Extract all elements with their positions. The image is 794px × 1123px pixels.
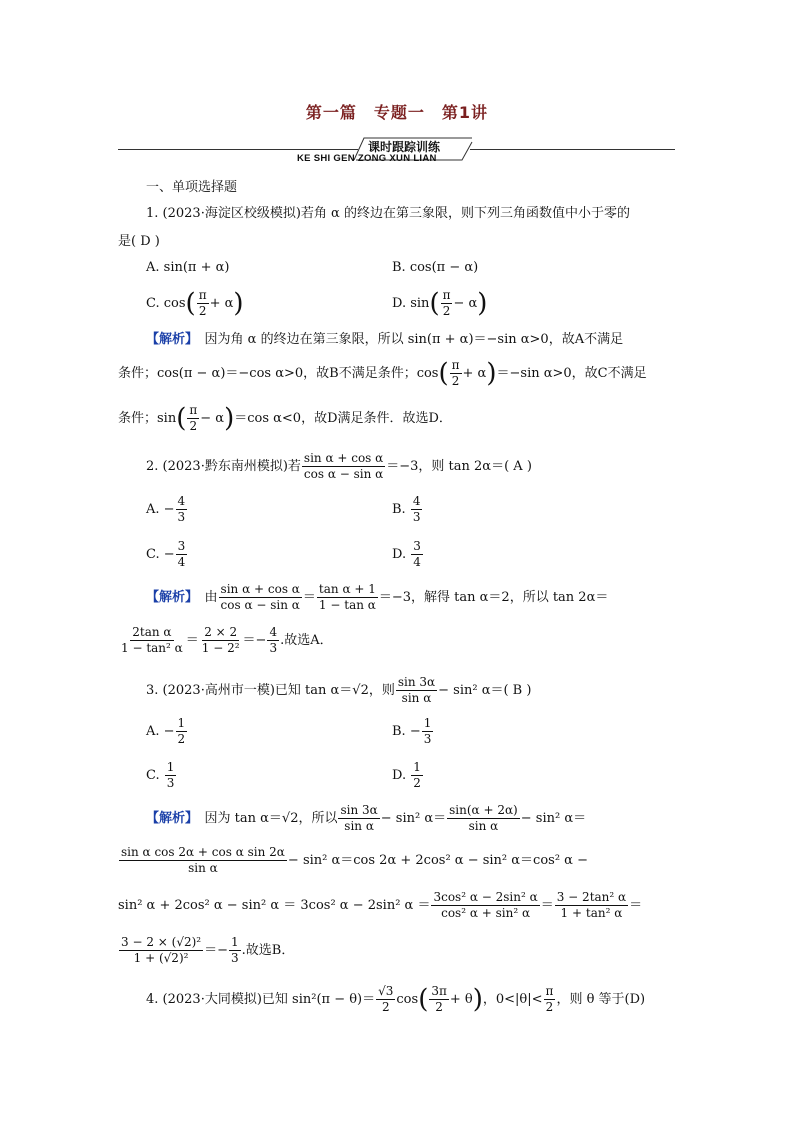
page-title: 第一篇 专题一 第1讲 bbox=[305, 103, 489, 122]
banner-subtitle: KE SHI GEN ZONG XUN LIAN bbox=[297, 153, 437, 164]
q1-solution-line2: 条件；cos(π − α)＝−cos α>0，故B不满足条件；cos( $\frac{\pi}{2}$ + α)＝−sin α>0，故C不满足 bbox=[118, 358, 647, 389]
q1-solution-line3: 条件；sin( $\frac{\pi}{2}$ − α)＝cos α<0，故D满足条件．故选D． bbox=[118, 403, 452, 434]
section-heading: 一、单项选择题 bbox=[146, 180, 238, 195]
q1-solution-line1: 【解析】 因为角 α 的终边在第三象限，所以 sin(π + α)＝−sin α>0，故A不满足 bbox=[146, 332, 624, 347]
q3-solution-line3: sin² α + 2cos² α − sin² α ＝ 3cos² α − 2sin² α ＝ $\frac{\text{3cos² α − 2sin² α}}{\text{cos² α + sin² α}}$ ＝ $\frac{\text{3 − 2tan² α}}{\text{1 + tan² α}}$ ＝ bbox=[118, 890, 643, 920]
banner-title: 课时跟踪训练 bbox=[368, 140, 441, 154]
q1-option-d: D. sin( $\frac{\pi}{2}$ − α) bbox=[392, 288, 488, 319]
banner-rule-left bbox=[118, 149, 358, 150]
q4-stem: 4. (2023·大同模拟)已知 sin²(π − θ)＝ $\frac{√3}{2}$ cos( $\frac{3\pi}{2}$ + θ)，0<|θ|< $\frac{\pi}{2}$ ，则 θ 等于(D) bbox=[146, 984, 646, 1015]
q3-option-a: A. − $\frac{1}{2}$ bbox=[146, 716, 186, 746]
q2-option-b: B. $\frac{4}{3}$ bbox=[392, 494, 421, 524]
q1-stem: 1. (2023·海淀区校级模拟)若角 α 的终边在第三象限，则下列三角函数值中小于零的 bbox=[146, 206, 630, 221]
q3-option-d: D. $\frac{1}{2}$ bbox=[392, 760, 421, 790]
q1-option-c: C. cos( $\frac{\pi}{2}$ + α) bbox=[146, 288, 244, 319]
q1-stem-cont: 是( D ) bbox=[118, 234, 160, 249]
q2-option-c: C. − $\frac{3}{4}$ bbox=[146, 539, 186, 569]
q3-solution-line4: $\frac{\text{3 − 2 × (√2)²}}{\text{1 + (√2)²}}$ ＝− $\frac{1}{3}$ .故选B． bbox=[121, 935, 295, 965]
q2-stem: 2. (2023·黔东南州模拟)若 $\frac{\text{sin α + cos α}}{\text{cos α − sin α}}$ ＝−3，则 tan 2α＝( A ) bbox=[146, 451, 532, 481]
q3-stem: 3. (2023·高州市一模)已知 tan α＝√2，则 $\frac{\sin 3\alpha}{\text{sin α}}$ − sin² α＝( B ) bbox=[146, 675, 532, 705]
q1-option-b: B. cos(π − α) bbox=[392, 260, 479, 275]
q2-option-d: D. $\frac{3}{4}$ bbox=[392, 539, 421, 569]
q3-solution-line1: 【解析】 因为 tan α＝√2，所以 $\frac{\sin 3\alpha}{\text{sin α}}$ − sin² α＝ $\frac{\sin(\alpha + 2\alpha)}{\text{sin α}}$ − sin² α＝ bbox=[146, 803, 587, 833]
q2-option-a: A. − $\frac{4}{3}$ bbox=[146, 494, 186, 524]
banner-rule-right bbox=[470, 149, 675, 150]
q2-solution-line2: $\frac{\text{2tan α}}{\text{1 − tan² α}}$ ＝ $\frac{2 \times 2}{\text{1 − 2²}}$ ＝− $\frac{4}{3}$ .故选A． bbox=[121, 625, 333, 655]
q3-solution-line2: $\frac{\text{sin α cos 2α + cos α sin 2α}}{\text{sin α}}$ − sin² α＝cos 2α + 2cos² α − sin² α＝cos² α − bbox=[121, 845, 588, 875]
q3-option-c: C. $\frac{1}{3}$ bbox=[146, 760, 175, 790]
q2-solution-line1: 【解析】 由 $\frac{\text{sin α + cos α}}{\text{cos α − sin α}}$ ＝ $\frac{\text{tan α + 1}}{\text{1 − tan α}}$ ＝−3，解得 tan α＝2，所以 tan 2α＝ bbox=[146, 582, 609, 612]
q3-option-b: B. − $\frac{1}{3}$ bbox=[392, 716, 432, 746]
q1-option-a: A. sin(π + α) bbox=[146, 260, 230, 275]
